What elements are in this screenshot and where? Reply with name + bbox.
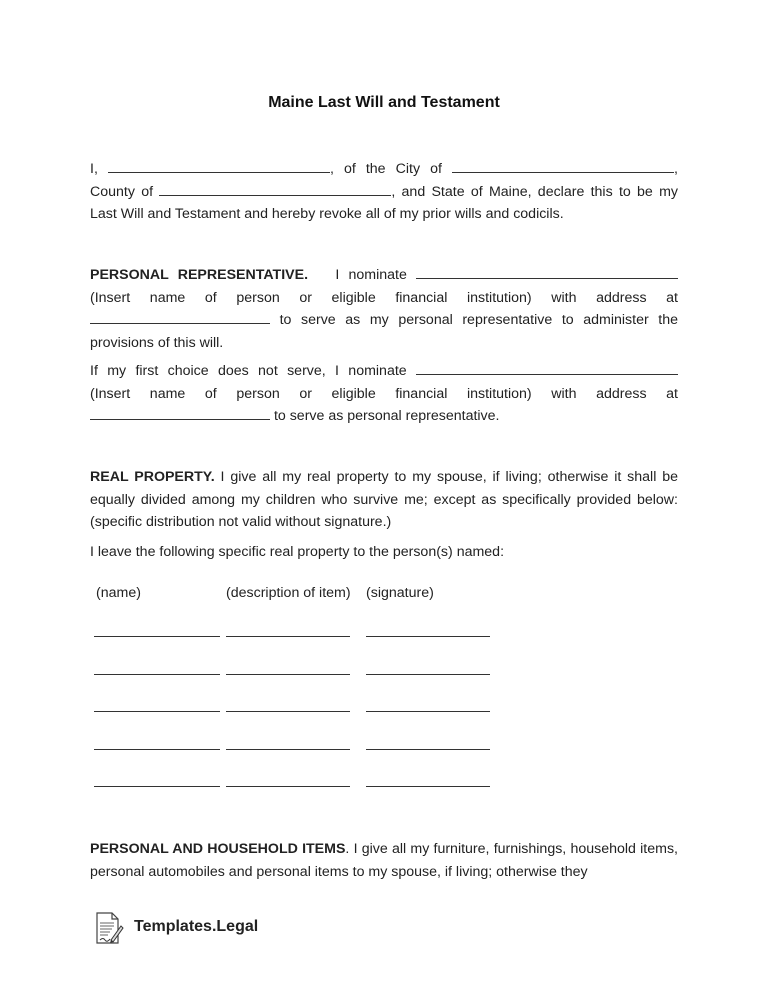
- household-items-heading: PERSONAL AND HOUSEHOLD ITEMS: [90, 841, 346, 857]
- pr-text-2: (Insert name of person or eligible financial institution) with address at: [90, 289, 678, 306]
- row-signature-blank[interactable]: [366, 711, 490, 712]
- intro-text-2: , of the City of: [329, 161, 453, 177]
- document-title: Maine Last Will and Testament: [268, 94, 500, 111]
- real-property-paragraph: [90, 466, 678, 534]
- row-name-blank[interactable]: [94, 636, 220, 637]
- row-description-blank[interactable]: [226, 636, 350, 637]
- row-name-blank[interactable]: [94, 711, 220, 712]
- intro-text-1: I,: [90, 161, 108, 177]
- real-property-leave-paragraph: [90, 541, 678, 564]
- intro-text-5: , and State of Maine, declare this to be my Last Will and Testament and hereby revoke all of my prior wills and codicils.: [90, 183, 678, 222]
- alt-text-1: If my first choice does not serve, I nominate: [90, 363, 416, 379]
- row-description-blank[interactable]: [226, 711, 350, 712]
- row-name-blank[interactable]: [94, 786, 220, 787]
- pr-text-1: I nominate: [335, 267, 416, 283]
- county-blank[interactable]: [159, 183, 391, 196]
- household-items-paragraph: [90, 838, 678, 883]
- row-description-blank[interactable]: [226, 786, 350, 787]
- household-items-text: . I give all my furniture, furnishings, household items, personal automobiles and personal items to my spouse, if living; otherwise they: [90, 841, 678, 880]
- footer-brand-text: Templates.Legal: [134, 918, 259, 935]
- document-pen-icon: [94, 911, 124, 945]
- alternate-representative-paragraph: [90, 360, 678, 428]
- intro-text-3: ,: [674, 161, 678, 177]
- row-name-blank[interactable]: [94, 749, 220, 750]
- pr-text-3: to serve as my personal representative to administer the provisions of this will.: [90, 312, 678, 351]
- row-description-blank[interactable]: [226, 674, 350, 675]
- row-signature-blank[interactable]: [366, 786, 490, 787]
- personal-representative-paragraph: [90, 264, 678, 354]
- header-name: (name): [96, 585, 141, 601]
- row-description-blank[interactable]: [226, 749, 350, 750]
- pr-address-blank[interactable]: [90, 311, 270, 324]
- header-description: (description of item): [226, 585, 351, 601]
- row-signature-blank[interactable]: [366, 749, 490, 750]
- alt-text-2: (Insert name of person or eligible financial institution) with address at: [90, 385, 678, 402]
- header-signature: (signature): [366, 585, 434, 601]
- real-property-leave-text: I leave the following specific real property to the person(s) named:: [90, 544, 505, 560]
- alt-text-3: to serve as personal representative.: [270, 408, 500, 424]
- intro-paragraph: [90, 158, 678, 226]
- city-blank[interactable]: [452, 160, 674, 173]
- alt-name-blank[interactable]: [416, 362, 678, 375]
- row-name-blank[interactable]: [94, 674, 220, 675]
- row-signature-blank[interactable]: [366, 674, 490, 675]
- real-property-text: I give all my real property to my spouse, if living; otherwise it shall be equally divided among my children who survive me; except as specifically provided below: (specific distribution not valid without signature.): [90, 469, 678, 530]
- pr-name-blank[interactable]: [416, 266, 678, 279]
- intro-text-4: County of: [90, 183, 160, 200]
- personal-representative-heading: PERSONAL REPRESENTATIVE.: [90, 267, 309, 283]
- real-property-heading: REAL PROPERTY.: [90, 469, 215, 485]
- testator-name-blank[interactable]: [108, 160, 330, 173]
- alt-address-blank[interactable]: [90, 407, 270, 420]
- row-signature-blank[interactable]: [366, 636, 490, 637]
